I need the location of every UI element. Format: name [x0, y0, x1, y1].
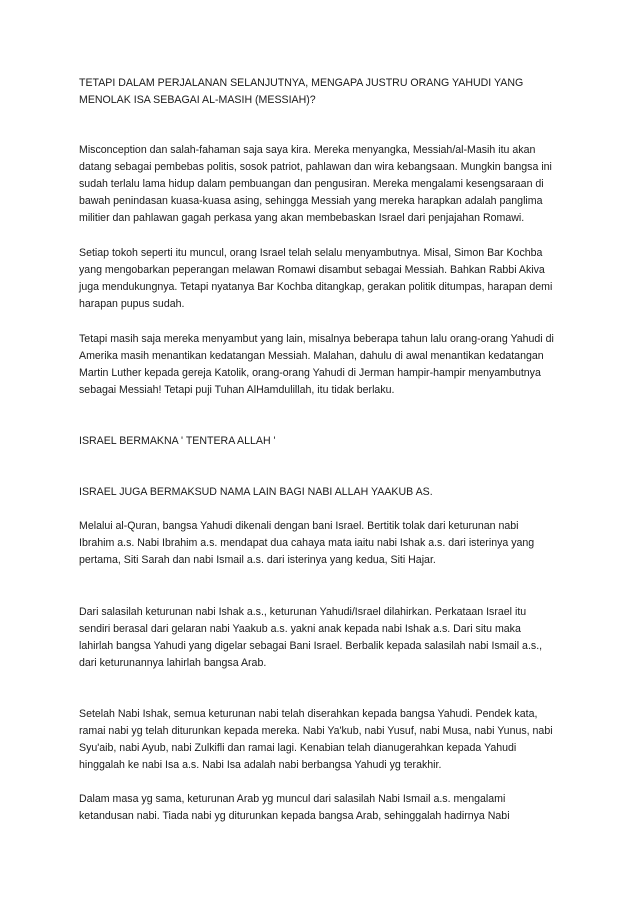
paragraph: Setelah Nabi Ishak, semua keturunan nabi telah diserahkan kepada bangsa Yahudi. Pendek kata, ramai nabi yg telah diturunkan kepada mereka. Nabi Ya'kub, nabi Yusuf, nabi Musa, nabi Yunus, nabi Syu'aib, nabi Ayub, nabi Zulkifli dan ramai lagi. Kenabian telah dianugerahkan kepada Yahudi hinggalah ke nabi Isa a.s. Nabi Isa adalah nabi berbangsa Yahudi yg terakhir.	[79, 708, 553, 771]
paragraph: Tetapi masih saja mereka menyambut yang lain, misalnya beberapa tahun lalu orang-orang Yahudi di Amerika masih menantikan kedatangan Messiah. Malahan, dahulu di awal menantikan kedatangan Martin Luther kepada gereja Katolik, orang-orang Yahudi di Jerman hampir-hampir menyambutnya sebagai Messiah! Tetapi puji Tuhan AlHamdulillah, itu tidak berlaku.	[79, 333, 554, 396]
section-heading: TETAPI DALAM PERJALANAN SELANJUTNYA, MENGAPA JUSTRU ORANG YAHUDI YANG MENOLAK ISA SEBAGAI AL-MASIH (MESSIAH)?	[79, 77, 524, 106]
paragraph: Setiap tokoh seperti itu muncul, orang Israel telah selalu menyambutnya. Misal, Simon Bar Kochba yang mengobarkan peperangan melawan Romawi disambut sebagai Messiah. Bahkan Rabbi Akiva juga mendukungnya. Tetapi nyatanya Bar Kochba ditangkap, gerakan politik ditumpas, harapan demi harapan pupus sudah.	[79, 247, 553, 310]
section-heading: ISRAEL BERMAKNA ' TENTERA ALLAH '	[79, 435, 276, 447]
paragraph: Misconception dan salah-fahaman saja saya kira. Mereka menyangka, Messiah/al-Masih itu akan datang sebagai pembebas politis, sosok patriot, pahlawan dan wira kebangsaan. Mungkin bangsa ini sudah terlalu lama hidup dalam pembuangan dan pengusiran. Mereka mengalami kesengsaraan di bawah penindasan kuasa-kuasa asing, sehingga Messiah yang mereka harapkan adalah panglima militier dan pahlawan gagah perkasa yang akan membebaskan Israel dari penjajahan Romawi.	[79, 144, 552, 224]
paragraph: Dari salasilah keturunan nabi Ishak a.s., keturunan Yahudi/Israel dilahirkan. Perkataan Israel itu sendiri berasal dari gelaran nabi Yaakub a.s. yakni anak kepada nabi Ishak a.s. Dari situ maka lahirlah bangsa Yahudi yang digelar sebagai Bani Israel. Berbalik kepada salasilah nabi Ismail a.s., dari keturunannya lahirlah bangsa Arab.	[79, 606, 543, 669]
section-heading: ISRAEL JUGA BERMAKSUD NAMA LAIN BAGI NABI ALLAH YAAKUB AS.	[79, 486, 433, 498]
paragraph: Melalui al-Quran, bangsa Yahudi dikenali dengan bani Israel. Bertitik tolak dari keturunan nabi Ibrahim a.s. Nabi Ibrahim a.s. mendapat dua cahaya mata iaitu nabi Ishak a.s. dari isterinya yang pertama, Siti Sarah dan nabi Ismail a.s. dari isterinya yang kedua, Siti Hajar.	[79, 520, 535, 566]
paragraph: Dalam masa yg sama, keturunan Arab yg muncul dari salasilah Nabi Ismail a.s. mengalami ketandusan nabi. Tiada nabi yg diturunkan kepada bangsa Arab, sehinggalah hadirnya Nabi	[79, 793, 510, 822]
